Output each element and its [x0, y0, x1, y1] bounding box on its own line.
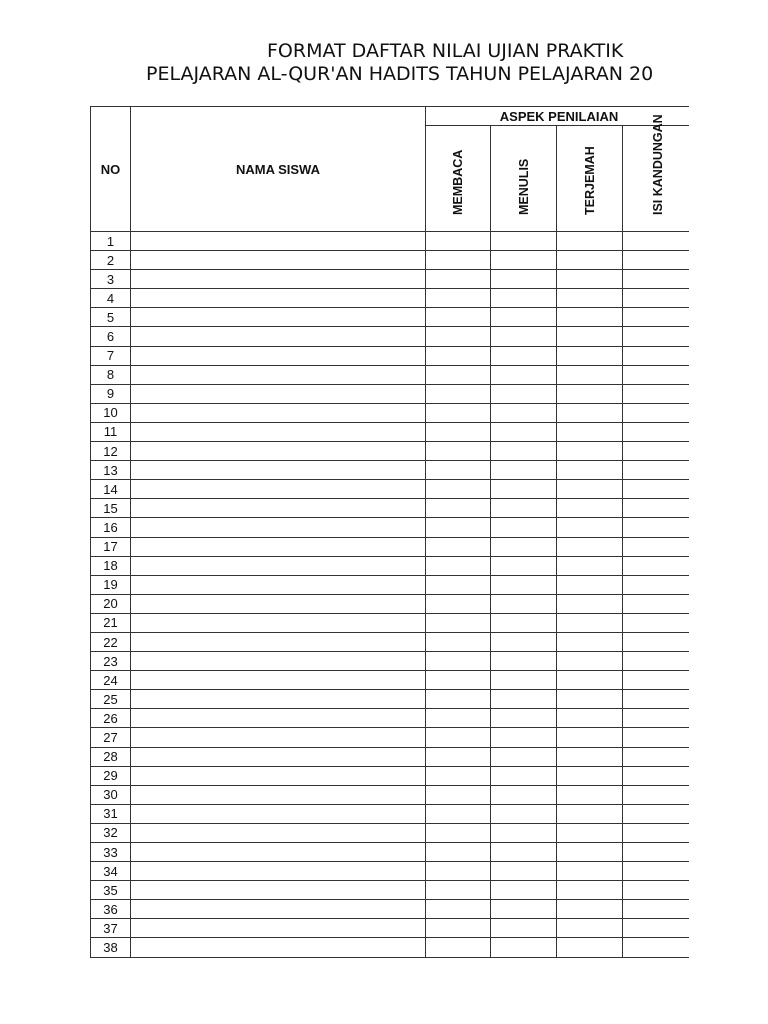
membaca-cell[interactable] — [426, 499, 491, 518]
membaca-cell[interactable] — [426, 919, 491, 938]
header-membaca — [426, 126, 491, 232]
row-number: 13 — [91, 461, 131, 480]
membaca-cell[interactable] — [426, 442, 491, 461]
row-number: 22 — [91, 632, 131, 651]
isi-kandungan-cell[interactable] — [623, 881, 693, 900]
terjemah-cell[interactable] — [557, 499, 623, 518]
membaca-cell[interactable] — [426, 766, 491, 785]
isi-kandungan-cell[interactable] — [623, 728, 693, 747]
row-number: 1 — [91, 232, 131, 251]
terjemah-cell[interactable] — [557, 804, 623, 823]
table-row — [91, 442, 693, 461]
membaca-cell[interactable] — [426, 938, 491, 957]
nama-siswa-cell[interactable] — [131, 537, 426, 556]
membaca-cell[interactable] — [426, 232, 491, 251]
title-line-1: FORMAT DAFTAR NILAI UJIAN PRAKTIK — [267, 40, 624, 62]
terjemah-cell[interactable] — [557, 251, 623, 270]
title-line-2: PELAJARAN AL-QUR'AN HADITS TAHUN PELAJARAN 20 — [146, 63, 654, 85]
menulis-cell[interactable] — [491, 709, 557, 728]
menulis-cell[interactable] — [491, 251, 557, 270]
table-row — [91, 556, 693, 575]
row-number: 17 — [91, 537, 131, 556]
menulis-cell[interactable] — [491, 442, 557, 461]
nama-siswa-cell[interactable] — [131, 843, 426, 862]
nama-siswa-cell[interactable] — [131, 652, 426, 671]
table-row — [91, 251, 693, 270]
menulis-cell[interactable] — [491, 403, 557, 422]
isi-kandungan-cell[interactable] — [623, 938, 693, 957]
nama-siswa-cell[interactable] — [131, 461, 426, 480]
terjemah-cell[interactable] — [557, 289, 623, 308]
membaca-cell[interactable] — [426, 632, 491, 651]
terjemah-cell[interactable] — [557, 327, 623, 346]
table-row — [91, 499, 693, 518]
nama-siswa-cell[interactable] — [131, 499, 426, 518]
isi-kandungan-cell[interactable] — [623, 709, 693, 728]
terjemah-cell[interactable] — [557, 480, 623, 499]
row-number: 14 — [91, 480, 131, 499]
row-number: 6 — [91, 327, 131, 346]
membaca-cell[interactable] — [426, 289, 491, 308]
row-number: 35 — [91, 881, 131, 900]
terjemah-cell[interactable] — [557, 881, 623, 900]
membaca-cell[interactable] — [426, 671, 491, 690]
isi-kandungan-cell[interactable] — [623, 613, 693, 632]
menulis-cell[interactable] — [491, 938, 557, 957]
membaca-cell[interactable] — [426, 613, 491, 632]
menulis-cell[interactable] — [491, 862, 557, 881]
table-row — [91, 632, 693, 651]
nama-siswa-cell[interactable] — [131, 613, 426, 632]
menulis-cell[interactable] — [491, 384, 557, 403]
membaca-cell[interactable] — [426, 709, 491, 728]
menulis-cell[interactable] — [491, 843, 557, 862]
terjemah-cell[interactable] — [557, 461, 623, 480]
row-number: 28 — [91, 747, 131, 766]
menulis-cell[interactable] — [491, 652, 557, 671]
header-isi-kandungan — [623, 114, 693, 232]
isi-kandungan-cell[interactable] — [623, 652, 693, 671]
row-number: 5 — [91, 308, 131, 327]
menulis-cell[interactable] — [491, 422, 557, 441]
header-no: NO — [91, 107, 131, 232]
nama-siswa-cell[interactable] — [131, 384, 426, 403]
membaca-cell[interactable] — [426, 881, 491, 900]
nama-siswa-cell[interactable] — [131, 766, 426, 785]
terjemah-cell[interactable] — [557, 537, 623, 556]
header-terjemah-label: TERJEMAH — [582, 146, 597, 215]
nama-siswa-cell[interactable] — [131, 804, 426, 823]
terjemah-cell[interactable] — [557, 823, 623, 842]
table-row — [91, 919, 693, 938]
membaca-cell[interactable] — [426, 403, 491, 422]
row-number: 29 — [91, 766, 131, 785]
menulis-cell[interactable] — [491, 900, 557, 919]
membaca-cell[interactable] — [426, 823, 491, 842]
isi-kandungan-cell[interactable] — [623, 403, 693, 422]
membaca-cell[interactable] — [426, 384, 491, 403]
table-row — [91, 270, 693, 289]
nama-siswa-cell[interactable] — [131, 289, 426, 308]
terjemah-cell[interactable] — [557, 270, 623, 289]
menulis-cell[interactable] — [491, 270, 557, 289]
nama-siswa-cell[interactable] — [131, 671, 426, 690]
membaca-cell[interactable] — [426, 251, 491, 270]
terjemah-cell[interactable] — [557, 346, 623, 365]
nama-siswa-cell[interactable] — [131, 308, 426, 327]
terjemah-cell[interactable] — [557, 613, 623, 632]
row-number: 33 — [91, 843, 131, 862]
nama-siswa-cell[interactable] — [131, 251, 426, 270]
menulis-cell[interactable] — [491, 346, 557, 365]
row-number: 24 — [91, 671, 131, 690]
isi-kandungan-cell[interactable] — [623, 442, 693, 461]
membaca-cell[interactable] — [426, 308, 491, 327]
row-number: 34 — [91, 862, 131, 881]
row-number: 27 — [91, 728, 131, 747]
table-row — [91, 690, 693, 709]
isi-kandungan-cell[interactable] — [623, 499, 693, 518]
table-row — [91, 308, 693, 327]
table-row — [91, 881, 693, 900]
terjemah-cell[interactable] — [557, 671, 623, 690]
table-row — [91, 232, 693, 251]
menulis-cell[interactable] — [491, 766, 557, 785]
table-row — [91, 537, 693, 556]
isi-kandungan-cell[interactable] — [623, 785, 693, 804]
row-number: 19 — [91, 575, 131, 594]
terjemah-cell[interactable] — [557, 575, 623, 594]
membaca-cell[interactable] — [426, 900, 491, 919]
nama-siswa-cell[interactable] — [131, 365, 426, 384]
menulis-cell[interactable] — [491, 308, 557, 327]
header-nama-siswa: NAMA SISWA — [131, 107, 426, 232]
isi-kandungan-cell[interactable] — [623, 575, 693, 594]
menulis-cell[interactable] — [491, 556, 557, 575]
menulis-cell[interactable] — [491, 289, 557, 308]
terjemah-cell[interactable] — [557, 728, 623, 747]
terjemah-cell[interactable] — [557, 403, 623, 422]
isi-kandungan-cell[interactable] — [623, 766, 693, 785]
menulis-cell[interactable] — [491, 919, 557, 938]
menulis-cell[interactable] — [491, 575, 557, 594]
menulis-cell[interactable] — [491, 613, 557, 632]
table-row — [91, 575, 693, 594]
menulis-cell[interactable] — [491, 518, 557, 537]
membaca-cell[interactable] — [426, 747, 491, 766]
row-number: 26 — [91, 709, 131, 728]
menulis-cell[interactable] — [491, 804, 557, 823]
header-isi-kandungan-label: ISI KANDUNGAN — [650, 114, 665, 215]
membaca-cell[interactable] — [426, 862, 491, 881]
nama-siswa-cell[interactable] — [131, 919, 426, 938]
row-number: 23 — [91, 652, 131, 671]
terjemah-cell[interactable] — [557, 843, 623, 862]
row-number: 32 — [91, 823, 131, 842]
row-number: 38 — [91, 938, 131, 957]
isi-kandungan-cell[interactable] — [623, 556, 693, 575]
menulis-cell[interactable] — [491, 327, 557, 346]
row-number: 9 — [91, 384, 131, 403]
isi-kandungan-cell[interactable] — [623, 747, 693, 766]
membaca-cell[interactable] — [426, 537, 491, 556]
membaca-cell[interactable] — [426, 690, 491, 709]
terjemah-cell[interactable] — [557, 232, 623, 251]
row-number: 37 — [91, 919, 131, 938]
menulis-cell[interactable] — [491, 728, 557, 747]
table-body — [91, 232, 693, 958]
table-row — [91, 709, 693, 728]
isi-kandungan-cell[interactable] — [623, 862, 693, 881]
nama-siswa-cell[interactable] — [131, 422, 426, 441]
nama-siswa-cell[interactable] — [131, 403, 426, 422]
nama-siswa-cell[interactable] — [131, 823, 426, 842]
isi-kandungan-cell[interactable] — [623, 251, 693, 270]
isi-kandungan-cell[interactable] — [623, 843, 693, 862]
nama-siswa-cell[interactable] — [131, 747, 426, 766]
isi-kandungan-cell[interactable] — [623, 671, 693, 690]
terjemah-cell[interactable] — [557, 518, 623, 537]
nama-siswa-cell[interactable] — [131, 232, 426, 251]
nama-siswa-cell[interactable] — [131, 327, 426, 346]
header-terjemah — [557, 126, 623, 232]
terjemah-cell[interactable] — [557, 632, 623, 651]
menulis-cell[interactable] — [491, 480, 557, 499]
terjemah-cell[interactable] — [557, 862, 623, 881]
table-row — [91, 384, 693, 403]
menulis-cell[interactable] — [491, 785, 557, 804]
terjemah-cell[interactable] — [557, 766, 623, 785]
terjemah-cell[interactable] — [557, 785, 623, 804]
table-row — [91, 613, 693, 632]
isi-kandungan-cell[interactable] — [623, 480, 693, 499]
menulis-cell[interactable] — [491, 594, 557, 613]
table-row — [91, 594, 693, 613]
isi-kandungan-cell[interactable] — [623, 365, 693, 384]
table-row — [91, 346, 693, 365]
isi-kandungan-cell[interactable] — [623, 289, 693, 308]
row-number: 12 — [91, 442, 131, 461]
table-row — [91, 862, 693, 881]
row-number: 30 — [91, 785, 131, 804]
nama-siswa-cell[interactable] — [131, 881, 426, 900]
isi-kandungan-cell[interactable] — [623, 232, 693, 251]
terjemah-cell[interactable] — [557, 365, 623, 384]
row-number: 4 — [91, 289, 131, 308]
row-number: 16 — [91, 518, 131, 537]
row-number: 36 — [91, 900, 131, 919]
nama-siswa-cell[interactable] — [131, 632, 426, 651]
menulis-cell[interactable] — [491, 365, 557, 384]
table-row — [91, 785, 693, 804]
table-row — [91, 518, 693, 537]
menulis-cell[interactable] — [491, 671, 557, 690]
terjemah-cell[interactable] — [557, 938, 623, 957]
row-number: 18 — [91, 556, 131, 575]
header-membaca-label: MEMBACA — [451, 149, 465, 215]
isi-kandungan-cell[interactable] — [623, 537, 693, 556]
nama-siswa-cell[interactable] — [131, 442, 426, 461]
isi-kandungan-cell[interactable] — [623, 823, 693, 842]
membaca-cell[interactable] — [426, 461, 491, 480]
membaca-cell[interactable] — [426, 728, 491, 747]
table-row — [91, 728, 693, 747]
terjemah-cell[interactable] — [557, 422, 623, 441]
table-row — [91, 461, 693, 480]
table-row — [91, 671, 693, 690]
terjemah-cell[interactable] — [557, 308, 623, 327]
isi-kandungan-cell[interactable] — [623, 270, 693, 289]
header-menulis — [491, 126, 557, 232]
terjemah-cell[interactable] — [557, 900, 623, 919]
isi-kandungan-cell[interactable] — [623, 327, 693, 346]
nama-siswa-cell[interactable] — [131, 480, 426, 499]
nama-siswa-cell[interactable] — [131, 575, 426, 594]
membaca-cell[interactable] — [426, 804, 491, 823]
table-row — [91, 766, 693, 785]
terjemah-cell[interactable] — [557, 747, 623, 766]
score-table — [90, 106, 693, 958]
nama-siswa-cell[interactable] — [131, 938, 426, 957]
menulis-cell[interactable] — [491, 232, 557, 251]
table-row — [91, 823, 693, 842]
table-row — [91, 747, 693, 766]
isi-kandungan-cell[interactable] — [623, 461, 693, 480]
isi-kandungan-cell[interactable] — [623, 308, 693, 327]
table-row — [91, 327, 693, 346]
membaca-cell[interactable] — [426, 346, 491, 365]
table-row — [91, 652, 693, 671]
header-menulis-label: MENULIS — [516, 158, 531, 215]
membaca-cell[interactable] — [426, 422, 491, 441]
isi-kandungan-cell[interactable] — [623, 518, 693, 537]
menulis-cell[interactable] — [491, 881, 557, 900]
nama-siswa-cell[interactable] — [131, 900, 426, 919]
membaca-cell[interactable] — [426, 270, 491, 289]
membaca-cell[interactable] — [426, 594, 491, 613]
menulis-cell[interactable] — [491, 499, 557, 518]
isi-kandungan-cell[interactable] — [623, 422, 693, 441]
row-number: 21 — [91, 613, 131, 632]
isi-kandungan-cell[interactable] — [623, 346, 693, 365]
membaca-cell[interactable] — [426, 365, 491, 384]
table-row — [91, 843, 693, 862]
membaca-cell[interactable] — [426, 556, 491, 575]
table-row — [91, 289, 693, 308]
row-number: 11 — [91, 422, 131, 441]
table-row — [91, 403, 693, 422]
terjemah-cell[interactable] — [557, 442, 623, 461]
membaca-cell[interactable] — [426, 327, 491, 346]
menulis-cell[interactable] — [491, 537, 557, 556]
membaca-cell[interactable] — [426, 575, 491, 594]
nama-siswa-cell[interactable] — [131, 862, 426, 881]
membaca-cell[interactable] — [426, 652, 491, 671]
membaca-cell[interactable] — [426, 843, 491, 862]
menulis-cell[interactable] — [491, 461, 557, 480]
isi-kandungan-cell[interactable] — [623, 594, 693, 613]
isi-kandungan-cell[interactable] — [623, 384, 693, 403]
terjemah-cell[interactable] — [557, 652, 623, 671]
row-number: 8 — [91, 365, 131, 384]
row-number: 10 — [91, 403, 131, 422]
terjemah-cell[interactable] — [557, 594, 623, 613]
table-row — [91, 938, 693, 957]
menulis-cell[interactable] — [491, 747, 557, 766]
membaca-cell[interactable] — [426, 785, 491, 804]
row-number: 31 — [91, 804, 131, 823]
isi-kandungan-cell[interactable] — [623, 690, 693, 709]
terjemah-cell[interactable] — [557, 384, 623, 403]
table-row — [91, 365, 693, 384]
menulis-cell[interactable] — [491, 690, 557, 709]
terjemah-cell[interactable] — [557, 709, 623, 728]
row-number: 20 — [91, 594, 131, 613]
table-row — [91, 422, 693, 441]
row-number: 3 — [91, 270, 131, 289]
nama-siswa-cell[interactable] — [131, 594, 426, 613]
row-number: 7 — [91, 346, 131, 365]
table-row — [91, 900, 693, 919]
table-row — [91, 804, 693, 823]
page-right-margin — [689, 90, 768, 990]
nama-siswa-cell[interactable] — [131, 728, 426, 747]
nama-siswa-cell[interactable] — [131, 346, 426, 365]
menulis-cell[interactable] — [491, 823, 557, 842]
nama-siswa-cell[interactable] — [131, 556, 426, 575]
nama-siswa-cell[interactable] — [131, 518, 426, 537]
isi-kandungan-cell[interactable] — [623, 900, 693, 919]
membaca-cell[interactable] — [426, 480, 491, 499]
isi-kandungan-cell[interactable] — [623, 804, 693, 823]
terjemah-cell[interactable] — [557, 690, 623, 709]
membaca-cell[interactable] — [426, 518, 491, 537]
row-number: 15 — [91, 499, 131, 518]
header-aspek-penilaian: ASPEK PENILAIAN — [426, 107, 693, 126]
menulis-cell[interactable] — [491, 632, 557, 651]
table-row — [91, 480, 693, 499]
isi-kandungan-cell[interactable] — [623, 919, 693, 938]
nama-siswa-cell[interactable] — [131, 709, 426, 728]
isi-kandungan-cell[interactable] — [623, 632, 693, 651]
row-number: 2 — [91, 251, 131, 270]
nama-siswa-cell[interactable] — [131, 785, 426, 804]
terjemah-cell[interactable] — [557, 556, 623, 575]
nama-siswa-cell[interactable] — [131, 690, 426, 709]
row-number: 25 — [91, 690, 131, 709]
nama-siswa-cell[interactable] — [131, 270, 426, 289]
terjemah-cell[interactable] — [557, 919, 623, 938]
